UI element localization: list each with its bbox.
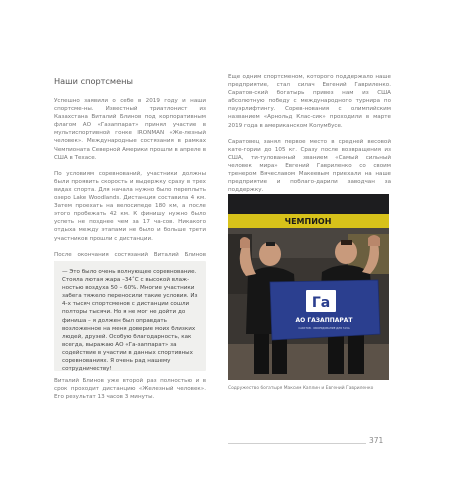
flag-company-name: АО ГАЗАППАРАТ — [295, 317, 353, 324]
right-paragraph-2: Саратовец занял первое место в средней весовой кате-гории до 105 кг. Сразу после возвращения из США, ти-тулованный званием «Самый сильный человек мира» Евгений Гавриленко со своим тренером Вячеславом Макеевым приехали на наше предприятие и поблаго-дарили заводчан за поддержку. — [228, 138, 391, 194]
quote-box — [54, 261, 206, 371]
right-paragraph-1: Еще одним спортсменом, которого поддержало наше предприятие, стал силач Евгений Гавриленко. Саратов-ский богатырь привез нам из США абсолютную победу с международного турнира по пауэрлифтингу. Сорев-нования с олимпийским названием «Арнольд Клас-сик» проходили в марте 2019 года в американском Колумбусе. — [228, 74, 391, 129]
banner-text: ЧЕМПИОН — [284, 217, 332, 226]
left-paragraph-1: Успешно заявили о себе в 2019 году и наши спортсме-ны. Известный триатлонист из Казахстана Виталий Блинов под корпоративным флагом АО «Газаппарат» принял участие в мультиспортивной гонке IRONMAN «Же-лезный человек». Международные состязания в рамках Чемпионата Северной Америки прошли в апреле в США в Техасе. — [54, 98, 206, 161]
flag-logo: Га — [311, 295, 331, 311]
page-number-rule — [228, 443, 366, 444]
left-column — [54, 97, 206, 267]
athletes-photo — [228, 194, 389, 380]
page-number: 371 — [369, 436, 384, 445]
quote-text: — Это было очень волнующее соревнование. Стояла лютая жара –34˚С с высокой влаж-ностью воздуха 50 – 60%. Многие участники забега тяжело переносили такие условия. Из 4-х тысяч спортсменов с дистанции сошли полторы тысячи. Но я не мог не дойти до финиша – я должен был оправдать возложенное на меня доверие моих близких людей, друзей. Особую благодарность, как всегда, выражаю АО «Га-заппарат» за содействие в участии в данных спортивных соревнованиях. Я очень рад нашему сотрудничеству! — [62, 269, 198, 373]
closing-paragraph: Виталий Блинов уже второй раз полностью и в срок проходит дистанцию «Железный человек». Его результат 13 часов 3 минуты. — [54, 378, 206, 401]
left-paragraph-3: После окончания состязаний Виталий Блинов — [54, 251, 206, 258]
right-column — [228, 73, 391, 194]
closing-paragraph-block — [54, 377, 206, 401]
company-flag — [270, 280, 380, 340]
section-heading: Наши спортсмены — [54, 76, 133, 86]
flag-subtitle: САРАТОВ · ОБОРУДОВАНИЕ ДЛЯ ГАЗА — [298, 327, 350, 330]
photo-caption: Содружество богатыря Максим Каплин и Евгений Гавриленко — [228, 386, 374, 391]
photo-illustration — [228, 194, 389, 380]
left-paragraph-2: По условиям соревнований, участники должны были проявить скорость и выдержку сразу в трех видах спорта. Для начала нужно было переплыть озеро Lake Woodlands. Дистанция составила 4 км. Затем проехать на велосипеде 180 км, а после этого пробежать 42 км. К финишу нужно было успеть не позднее чем за 17 ча-сов. Никакого отдыха между этапами не было и больше трети участников прошли с дистанции. — [54, 170, 206, 242]
